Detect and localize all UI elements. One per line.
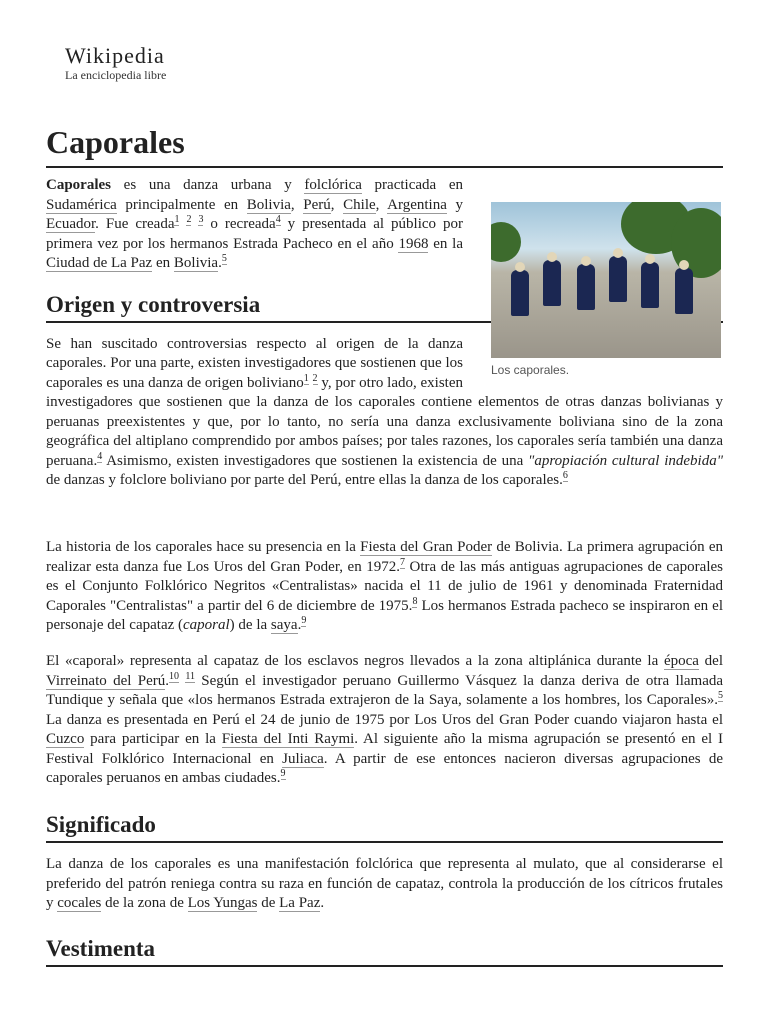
reference-link[interactable]: 7 (400, 556, 405, 568)
dancer-figure (543, 260, 561, 306)
wikipedia-logo[interactable] (65, 44, 166, 83)
link[interactable]: folclórica (304, 177, 362, 193)
link[interactable]: Virreinato del Perú (46, 672, 166, 689)
link[interactable]: Fiesta del Gran Poder (360, 539, 493, 555)
link[interactable]: Bolivia (173, 255, 219, 271)
reference-link[interactable]: 4 (97, 450, 103, 462)
dancer-figure (577, 264, 595, 310)
logo-title: Wikipedia (65, 43, 165, 68)
link[interactable]: Ecuador (46, 216, 96, 232)
origen-paragraph-2-block (46, 538, 723, 636)
link[interactable]: época (663, 653, 699, 669)
page-title: Caporales (46, 120, 723, 168)
significado-block (46, 810, 723, 914)
section-heading-vestimenta: Vestimenta (46, 934, 723, 967)
intro-paragraph: Caporales es una danza urbana y folclórica practicada en Sudamérica principalmente en Bolivia, Perú, Chile, Argentina y Ecuador. Fue creada$^1$ $^2$ $^3$ o recreada$^4$ y presentada al público por primera vez por los hermanos Estrada Pacheco en el año 1968 en la Ciudad de La Paz en Bolivia.$^5$ (46, 177, 464, 271)
reference-link[interactable]: 11 (185, 670, 195, 682)
caporales-photo[interactable] (491, 202, 721, 358)
vestimenta-block (46, 934, 723, 967)
reference-link[interactable]: 6 (562, 470, 568, 481)
link[interactable]: Bolivia (246, 196, 291, 213)
link[interactable]: La Paz (279, 895, 321, 911)
dancer-figure (641, 262, 659, 308)
link[interactable]: Cuzco (46, 731, 85, 747)
link[interactable]: 1968 (398, 235, 429, 252)
link[interactable]: Argentina (387, 196, 447, 213)
link[interactable]: Sudamérica (46, 196, 117, 213)
reference-link[interactable]: 4 (275, 214, 281, 225)
origen-paragraph-3: El «caporal» representa al capataz de los esclavos negros llevados a la zona altiplánica durante la época del Virreinato del Perú.$^{10}$ $^{11}$ Según el investigador peruano Guillermo Vásquez la danza deriva de otra llamada Tundique y señala que «los hermanos Estrada extrajeron de la Saya, solamente a los hombres, los Caporales».$^5$ La danza es presentada en Perú el 24 de junio de 1975 por Los Uros del Gran Poder cuando viajaron hasta el Cuzco para participar en la Fiesta del Inti Raymi. Al siguiente año la misma agrupación se presentó en el I Festival Folklórico Internacional en Juliaca. A partir de ese entonces nacieron diversas agrupaciones de caporales peruanos en ambas ciudades.$^9$ (46, 653, 724, 786)
link[interactable]: Chile (343, 196, 376, 213)
origen-paragraph-2: La historia de los caporales hace su presencia en la Fiesta del Gran Poder de Bolivia. La primera agrupación en realizar esta danza fue Los Uros del Gran Poder, en 1972.$^7$ Otra de las más antiguas agrupaciones de caporales es el Conjunto Folklórico Negritos «Centralistas» nacida el 11 de julio de 1961 y denominada Fraternidad Caporales "Centralistas" a partir del 6 de diciembre de 1975.$^8$ Los hermanos Estrada pacheco se inspiraron en el personaje del capataz (caporal) de la saya.$^9$ (46, 539, 724, 633)
link[interactable]: Juliaca (282, 750, 324, 767)
dancer-figure (511, 270, 529, 316)
logo-subtitle: La enciclopedia libre (65, 68, 167, 82)
dancer-figure (675, 268, 693, 314)
article-top (46, 176, 723, 491)
origen-paragraph-3-block (46, 652, 723, 789)
reference-link[interactable]: 5 (718, 690, 723, 701)
section-heading-origen: Origen y controversia (46, 290, 723, 323)
thumbnail-figure (491, 176, 723, 377)
reference-link[interactable]: 1 (174, 214, 180, 225)
tree-shape (491, 222, 521, 262)
link[interactable]: cocales (57, 895, 102, 911)
link[interactable]: Los Yungas (187, 895, 258, 911)
significado-paragraph: La danza de los caporales es una manifestación folclórica que representa al mulato, que al considerarse el preferido del patrón reniega contra su raza en función de capataz, controla la producción de los cítricos frutales y cocales de la zona de Los Yungas de La Paz. (46, 856, 723, 911)
reference-link[interactable]: 2 (186, 214, 192, 225)
origen-paragraph-1: Se han suscitado controversias respecto al origen de la danza caporales. Por una parte, existen investigadores que sostienen que los caporales es una danza de origen boliviano$^1$ $^2$ y, por otro lado, existen investigadores que sostienen que la danza de los caporales contiene elementos de otras danzas bolivianas y peruanas preexistentes y que, por lo tanto, no sería una danza exclusivamente boliviana sino de la zona geográfica del altiplano comprendido por ambos países; por tales razones, los caporales sería también una danza peruana.$^4$ Asimismo, existen investigadores que sostienen la existencia de una "apropiación cultural indebida" de danzas y folclore boliviano por parte del Perú, entre ellas la danza de los caporales.$^6$ (46, 335, 723, 488)
reference-link[interactable]: 10 (168, 670, 179, 682)
dancer-figure (609, 256, 627, 302)
link[interactable]: saya (270, 617, 298, 633)
figure-caption: Los caporales. (491, 363, 570, 377)
reference-link[interactable]: 2 (312, 372, 318, 384)
reference-link[interactable]: 8 (412, 595, 418, 607)
reference-link[interactable]: 5 (221, 253, 227, 264)
term-bold: Caporales (46, 177, 111, 193)
reference-link[interactable]: 3 (198, 214, 204, 225)
link[interactable]: Perú (303, 196, 331, 213)
link[interactable]: Fiesta del Inti Raymi (221, 731, 355, 747)
reference-link[interactable]: 9 (280, 768, 286, 779)
link[interactable]: Ciudad de La Paz (46, 255, 153, 271)
section-heading-significado: Significado (46, 810, 723, 843)
reference-link[interactable]: 9 (301, 615, 307, 626)
reference-link[interactable]: 1 (303, 372, 309, 384)
